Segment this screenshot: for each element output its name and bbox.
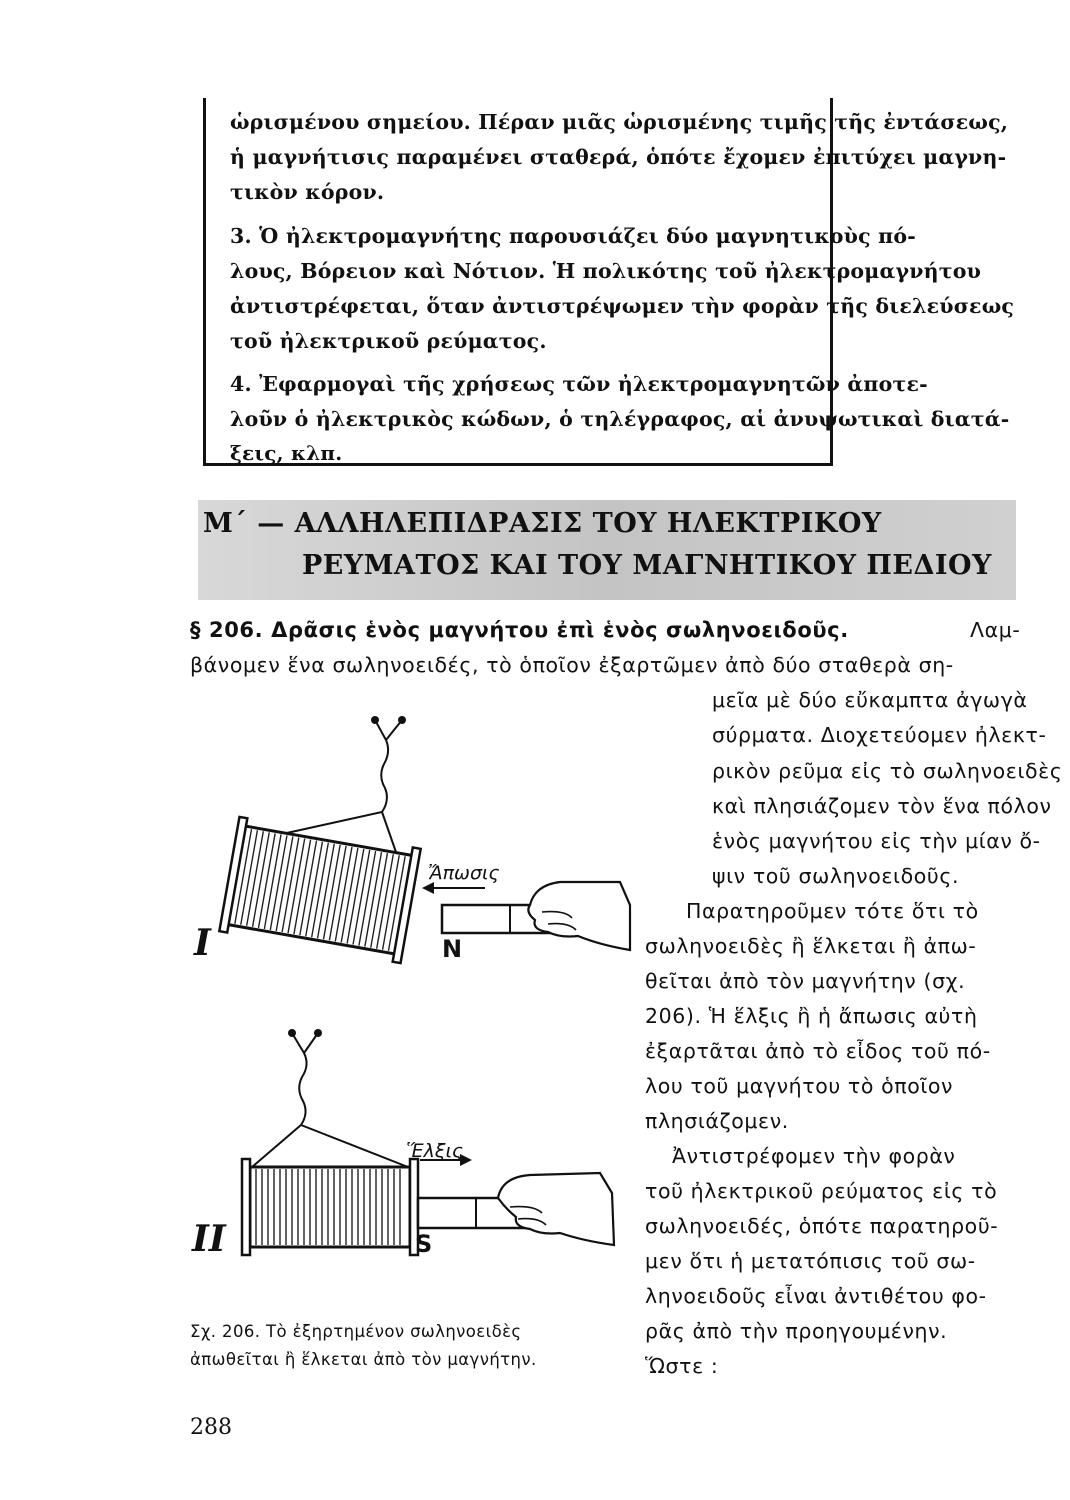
- page-number: 288: [190, 1415, 232, 1440]
- figure-caption-line1: Σχ. 206. Τὸ ἐξηρτημένον σωληνοειδὲς: [190, 1322, 522, 1341]
- body-line: ρικὸν ρεῦμα εἰς τὸ σωληνοειδὲς: [712, 759, 1063, 783]
- body-full-line: βάνομεν ἕνα σωληνοειδές, τὸ ὁποῖον ἐξαρτῶμεν ἀπὸ δύο σταθερὰ ση-: [190, 653, 954, 677]
- body-line: τοῦ ἠλεκτρικοῦ ρεύματος εἰς τὸ: [645, 1179, 998, 1203]
- solenoid-figure-top: [180, 700, 640, 990]
- figure-label-bottom: II: [192, 1218, 226, 1260]
- summary-line: ξεις, κλπ.: [230, 441, 343, 465]
- body-line: πλησιάζομεν.: [645, 1109, 789, 1133]
- summary-line: τοῦ ἠλεκτρικοῦ ρεύματος.: [230, 329, 547, 353]
- body-line: θεῖται ἀπὸ τὸν μαγνήτην (σχ.: [645, 969, 966, 993]
- body-line: μεῖα μὲ δύο εὔκαμπτα ἀγωγὰ: [712, 688, 1028, 712]
- body-line: ληνοειδοῦς εἶναι ἀντιθέτου φο-: [645, 1284, 987, 1308]
- summary-line: 4. Ἐφαρμογαὶ τῆς χρήσεως τῶν ἠλεκτρομαγνητῶν ἀποτε-: [230, 372, 928, 396]
- body-line: καὶ πλησιάζομεν τὸν ἕνα πόλον: [712, 794, 1052, 818]
- body-line: λου τοῦ μαγνήτου τὸ ὁποῖον: [645, 1074, 954, 1098]
- attraction-label: Ἕλξις: [406, 1140, 464, 1162]
- body-line: σωληνοειδές, ὁπότε παρατηροῦ-: [645, 1214, 999, 1238]
- body-line: Παρατηροῦμεν τότε ὅτι τὸ: [686, 899, 979, 923]
- figure-label-top: I: [194, 922, 211, 964]
- pole-label-south: S: [415, 1230, 433, 1258]
- body-line: ρᾶς ἀπὸ τὴν προηγουμένην.: [645, 1319, 948, 1343]
- figure-caption-line2: ἀπωθεῖται ἢ ἕλκεται ἀπὸ τὸν μαγνήτην.: [190, 1350, 537, 1369]
- summary-line: λοῦν ὁ ἠλεκτρικὸς κώδων, ὁ τηλέγραφος, αἱ ἀνυψωτικαὶ διατά-: [230, 407, 1010, 431]
- body-line: σωληνοειδὲς ἢ ἕλκεται ἢ ἀπω-: [645, 934, 977, 958]
- repulsion-label: Ἄπωσις: [428, 862, 500, 884]
- body-line: σύρματα. Διοχετεύομεν ἠλεκτ-: [712, 723, 1047, 747]
- summary-line: τικὸν κόρον.: [230, 180, 385, 204]
- section-heading-tail: Λαμ-: [970, 618, 1021, 642]
- body-line: ἐξαρτᾶται ἀπὸ τὸ εἶδος τοῦ πό-: [645, 1039, 991, 1063]
- body-line: Ἀντιστρέφομεν τὴν φορὰν: [672, 1144, 956, 1168]
- summary-line: ἀντιστρέφεται, ὅταν ἀντιστρέψωμεν τὴν φορὰν τῆς διελεύσεως: [230, 294, 1015, 318]
- summary-line: ἡ μαγνήτισις παραμένει σταθερά, ὁπότε ἔχομεν ἐπιτύχει μαγνη-: [230, 145, 1007, 169]
- pole-label-north: N: [442, 935, 463, 963]
- summary-line: 3. Ὁ ἠλεκτρομαγνήτης παρουσιάζει δύο μαγνητικοὺς πό-: [230, 224, 916, 248]
- body-line: μεν ὅτι ἡ μετατόπισις τοῦ σω-: [645, 1249, 976, 1273]
- body-line: ἑνὸς μαγνήτου εἰς τὴν μίαν ὄ-: [712, 829, 1041, 853]
- body-line: Ὥστε :: [645, 1354, 719, 1378]
- summary-line: ὡρισμένου σημείου. Πέραν μιᾶς ὡρισμένης τιμῆς τῆς ἐντάσεως,: [230, 110, 1009, 134]
- body-line: ψιν τοῦ σωληνοειδοῦς.: [712, 864, 960, 888]
- body-line: 206). Ἡ ἕλξις ἢ ἡ ἄπωσις αὐτὴ: [645, 1004, 978, 1028]
- chapter-title-line2: ΡΕΥΜΑΤΟΣ ΚΑΙ ΤΟΥ ΜΑΓΝΗΤΙΚΟΥ ΠΕΔΙΟΥ: [302, 550, 992, 581]
- summary-line: λους, Βόρειον καὶ Νότιον. Ἡ πολικότης τοῦ ἠλεκτρομαγνήτου: [230, 259, 982, 283]
- chapter-title-line1: Μ΄ — ΑΛΛΗΛΕΠΙΔΡΑΣΙΣ ΤΟΥ ΗΛΕΚΤΡΙΚΟΥ: [203, 508, 882, 539]
- section-heading: § 206. Δρᾶσις ἑνὸς μαγνήτου ἐπὶ ἑνὸς σωληνοειδοῦς.: [190, 618, 849, 642]
